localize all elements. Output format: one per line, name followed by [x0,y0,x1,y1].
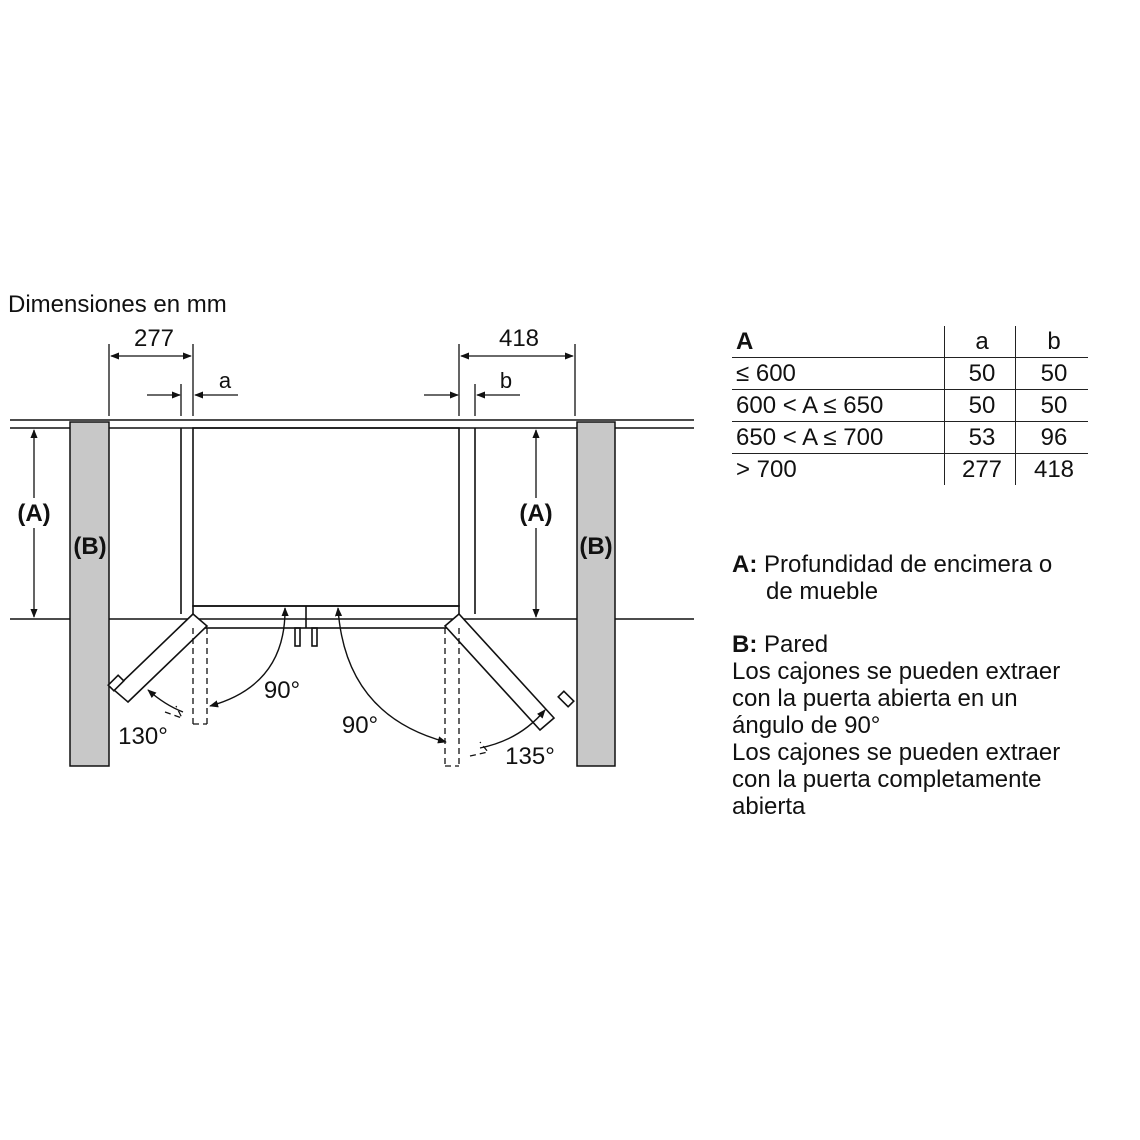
legend-a [732,551,1052,605]
table-cell-b: 96 [1016,422,1089,454]
gap-b-label: b [499,368,513,393]
table-cell-a: 50 [945,390,1016,422]
angle-left-90-label: 90° [263,677,301,704]
legend-a-line1: Profundidad de encimera o [764,551,1053,578]
gap-table [732,326,1088,485]
angle-right-90-label: 90° [341,712,379,739]
door-90-dashed [165,628,488,766]
dim-418-label: 418 [498,325,540,352]
table-cell-range: > 700 [736,456,797,483]
table-row [732,454,1088,486]
diagram-caption: Dimensiones en mm [8,291,227,318]
left-door-open [108,614,207,702]
angle-left-130-label: 130° [118,723,168,750]
appliance-body [193,428,459,646]
table-header-a: A [736,328,754,355]
table-header-gap-a: a [945,326,1016,358]
legend-note-full [732,739,1060,820]
table-row [732,358,1088,390]
table-cell-b: 50 [1016,358,1089,390]
wall-left [70,422,109,766]
note-90-line2: con la puerta abierta en un [732,685,1018,712]
table-cell-a: 50 [945,358,1016,390]
legend-b-text: Pared [764,631,829,658]
table-cell-range: ≤ 600 [736,360,796,387]
wall-label-left: (B) [73,533,107,560]
angle-right-135-label: 135° [505,743,555,770]
table-cell-range: 650 < A ≤ 700 [736,424,884,451]
depth-label-left: (A) [17,500,51,527]
note-90-line1: Los cajones se pueden extraer [732,658,1061,685]
cabinet-sides [181,428,475,614]
note-full-line1: Los cajones se pueden extraer [732,739,1061,766]
table-cell-range: 600 < A ≤ 650 [736,392,884,419]
legend-b-key: B: [732,631,758,658]
table-header-gap-b: b [1016,326,1089,358]
table-cell-b: 418 [1016,454,1089,486]
legend-note-90 [732,658,1060,739]
gap-a-label: a [218,368,232,393]
legend-b [732,631,828,658]
table-cell-a: 53 [945,422,1016,454]
note-full-line3: abierta [732,793,806,820]
table-cell-a: 277 [945,454,1016,486]
note-full-line2: con la puerta completamente [732,766,1042,793]
note-90-line3: ángulo de 90° [732,712,881,739]
table-cell-b: 50 [1016,390,1089,422]
table-row [732,422,1088,454]
right-door-open [445,614,574,730]
legend-a-line2: de mueble [766,578,879,605]
table-row [732,390,1088,422]
wall-label-right: (B) [579,533,613,560]
depth-label-right: (A) [519,500,553,527]
wall-right [577,422,615,766]
dim-277-label: 277 [133,325,175,352]
table-header-row [732,326,1088,358]
legend-a-key: A: [732,551,758,578]
dimension-lines [34,344,575,617]
